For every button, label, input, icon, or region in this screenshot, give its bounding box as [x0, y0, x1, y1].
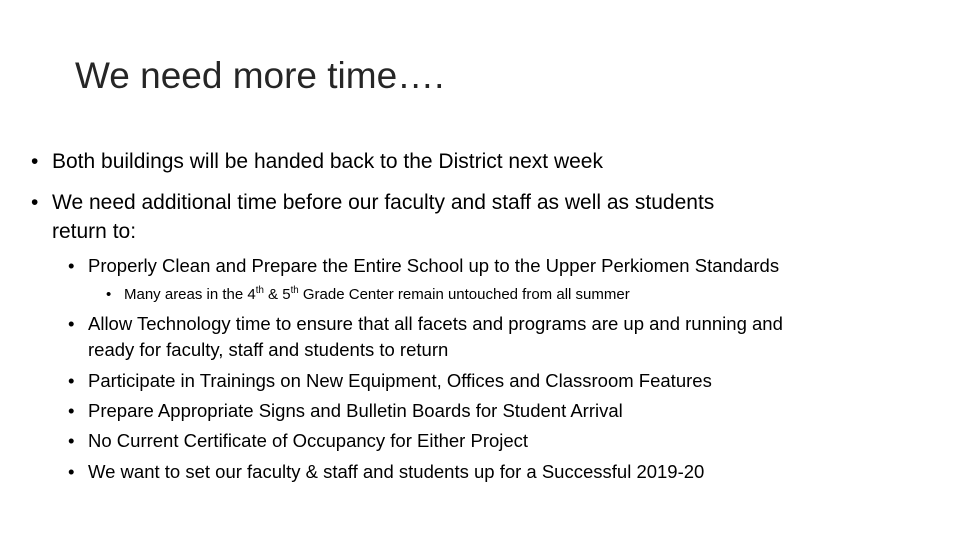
bullet-dot: •: [68, 370, 75, 391]
sub-bullet-text: No Current Certificate of Occupancy for Either Project: [88, 430, 529, 451]
superscript: th: [255, 285, 264, 296]
bullet-text-line1: We need additional time before our faculty and staff as well as students: [52, 191, 715, 214]
text-part: Many areas in the 4: [124, 286, 256, 303]
bullet-dot: •: [68, 400, 75, 421]
sub-bullet-text: Properly Clean and Prepare the Entire School up to the Upper Perkiomen Standards: [88, 255, 780, 276]
sub-sub-bullet-text: [124, 285, 630, 305]
bullet-dot: •: [68, 255, 75, 276]
bullet-dot: •: [106, 286, 112, 303]
sub-bullet-text: Participate in Trainings on New Equipment, Offices and Classroom Features: [88, 370, 712, 391]
bullet-dot: •: [68, 430, 75, 451]
bullet-text: Both buildings will be handed back to the District next week: [52, 150, 603, 173]
bullet-dot: •: [68, 461, 75, 482]
sub-bullet-text: We want to set our faculty & staff and students up for a Successful 2019-20: [88, 461, 705, 482]
slide-title: We need more time….: [75, 55, 445, 96]
superscript: th: [290, 285, 299, 296]
sub-bullet-text-line2: ready for faculty, staff and students to return: [88, 339, 449, 360]
sub-bullet-text: Prepare Appropriate Signs and Bulletin Boards for Student Arrival: [88, 400, 623, 421]
text-part: Grade Center remain untouched from all summer: [298, 286, 630, 303]
bullet-text-line2: return to:: [52, 220, 137, 243]
bullet-dot: •: [68, 313, 75, 334]
text-part: & 5: [263, 286, 291, 303]
sub-bullet-text-line1: Allow Technology time to ensure that all facets and programs are up and running and: [88, 313, 783, 334]
bullet-dot: •: [31, 191, 39, 214]
bullet-dot: •: [31, 150, 39, 173]
